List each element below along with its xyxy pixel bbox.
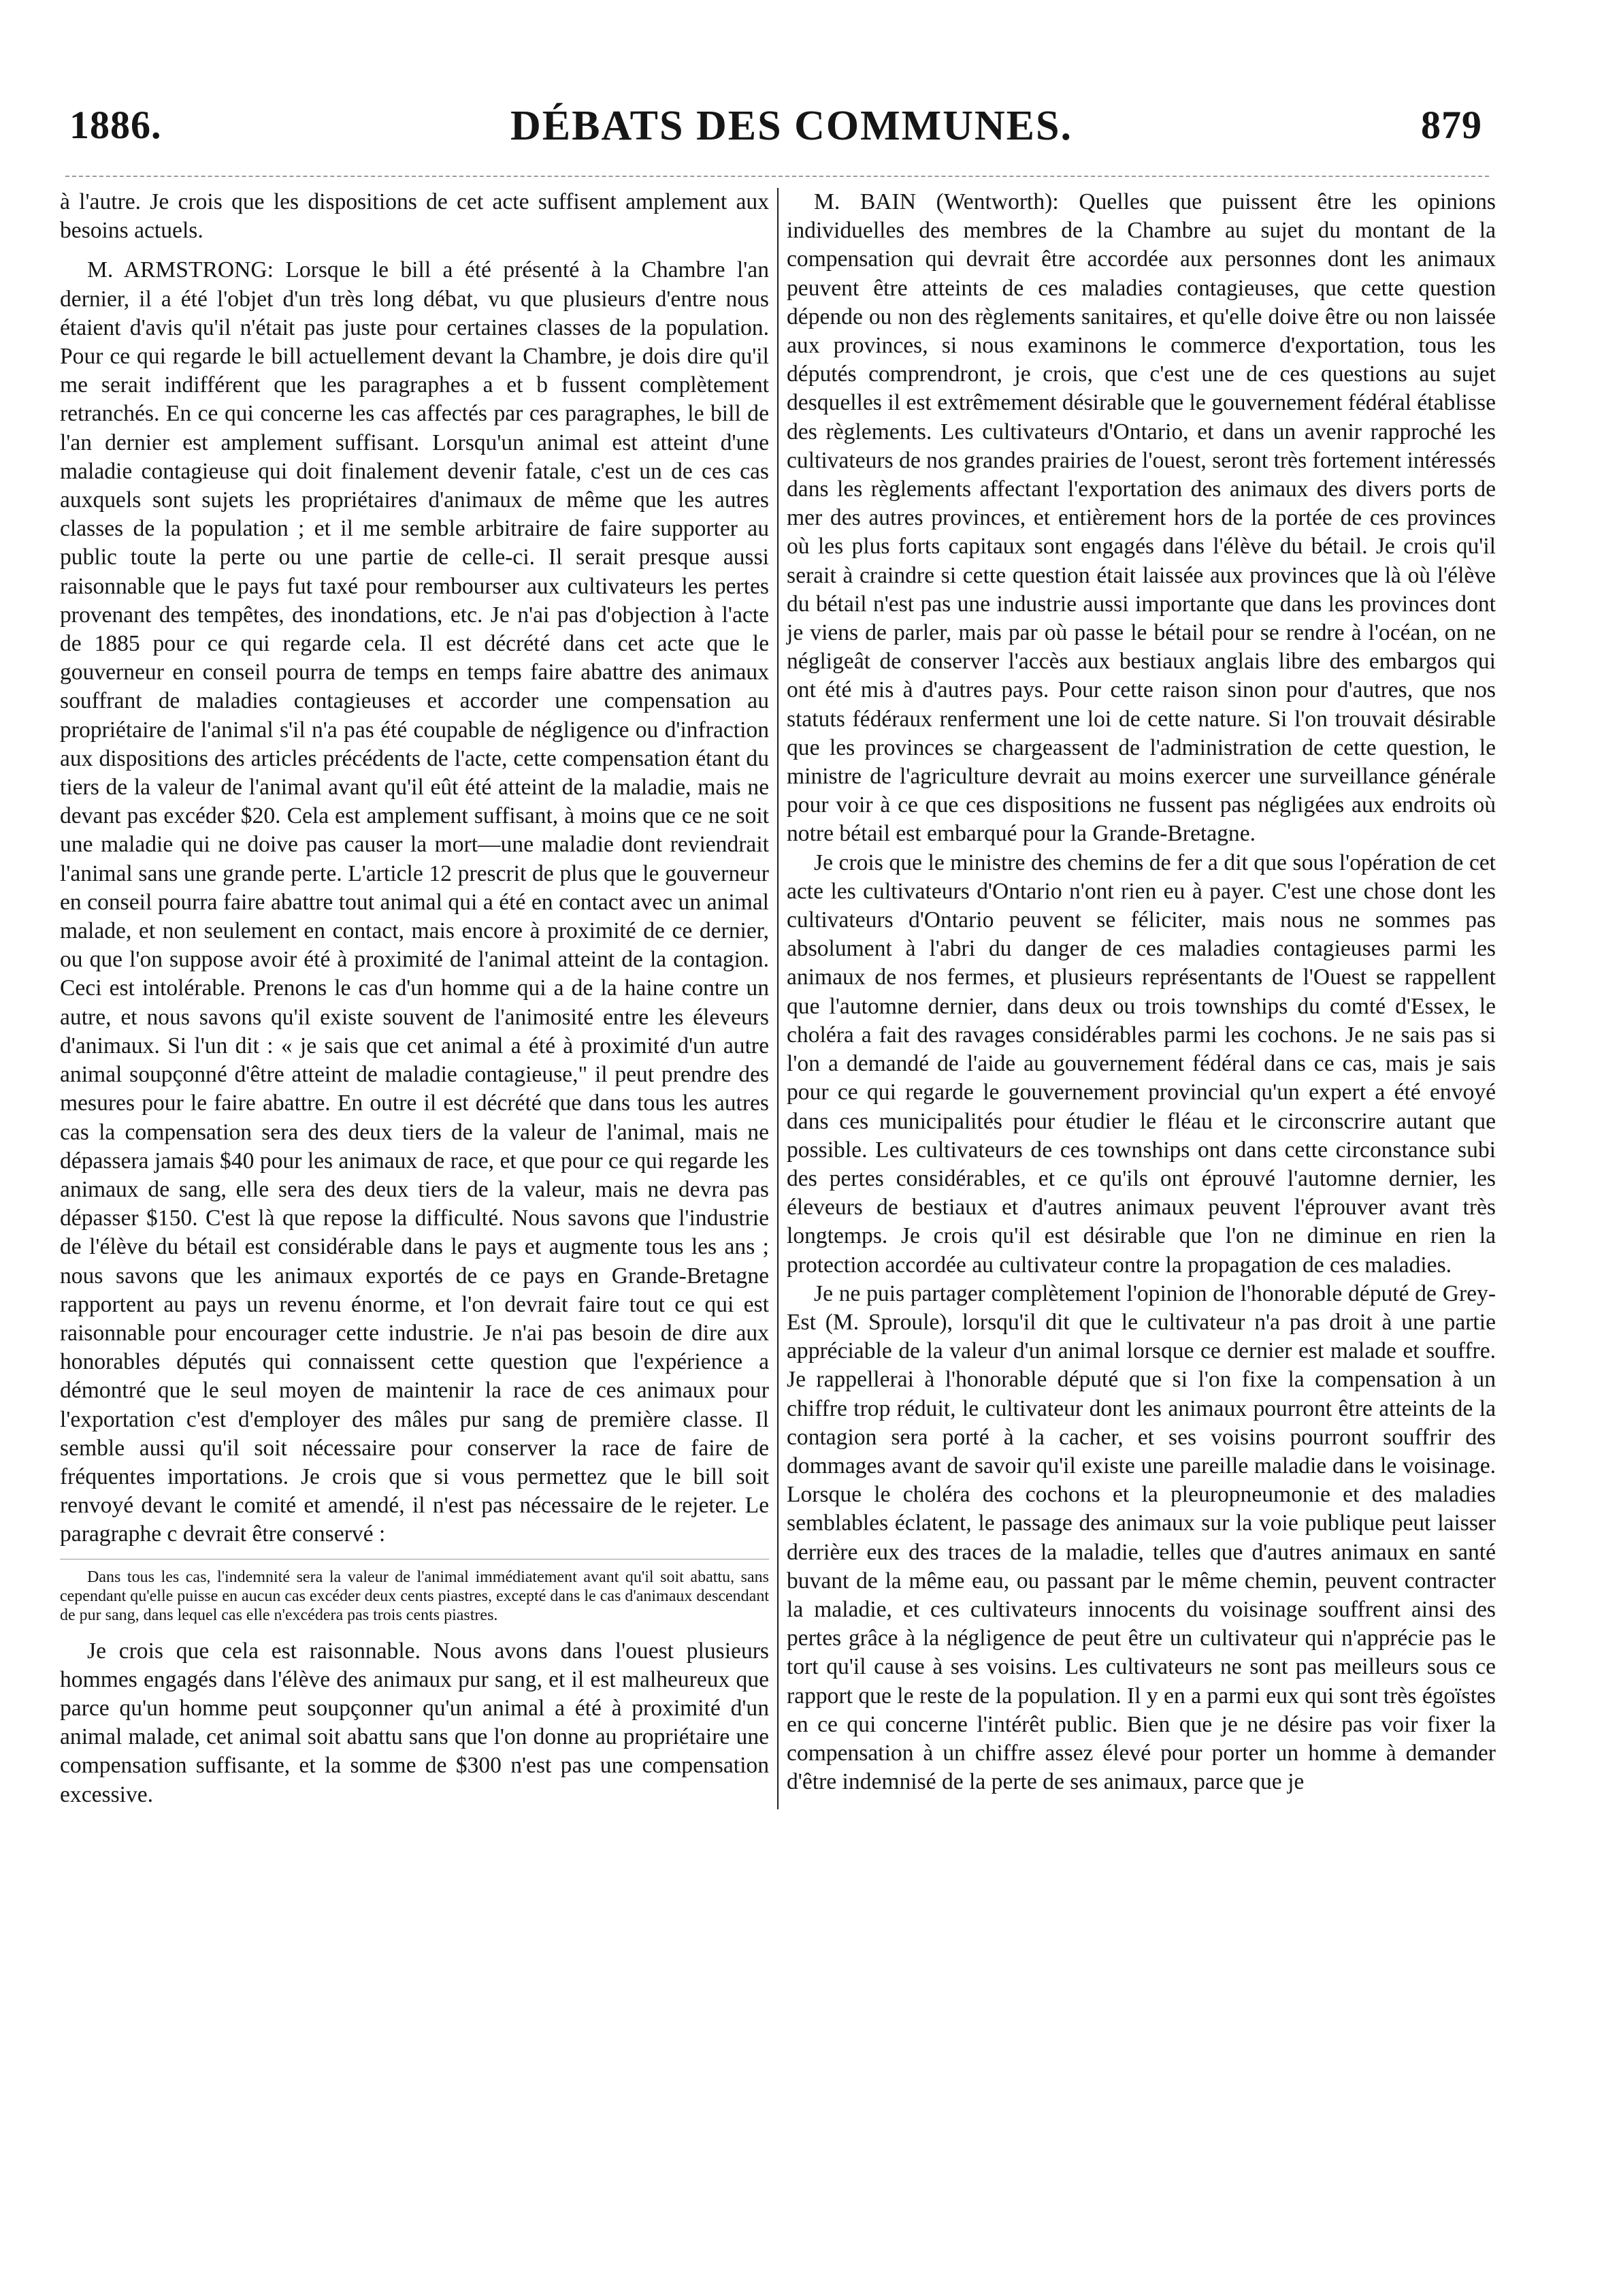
quoted-paragraph-c: Dans tous les cas, l'indemnité sera la valeur de l'animal immédiatement avant qu'il soit abattu, sans cependant qu'elle puisse en aucun cas excéder deux cents piastres, excepté dans le cas d'animaux descendant de pur sang, dans lequel cas elle n'excédera pas trois cents piastres. [60, 1568, 769, 1624]
header-page-number: 879 [1421, 103, 1482, 147]
left-column [60, 188, 769, 1809]
speaker-armstrong: M. ARMSTRONG: [87, 257, 274, 283]
page-header [60, 102, 1523, 177]
right-column [787, 188, 1496, 1809]
right-paragraph-1-text: Quelles que puissent être les opinions individuelles des membres de la Chambre au sujet du montant de la compensation qui devrait être accordée aux personnes dont les animaux peuvent être atteints de ces maladies contagieuses, que cette question dépende ou non des règlements sanitaires, et qu'elle doive être ou non laissée aux provinces, si nous examinons le commerce d'exportation, tous les députés comprendront, je crois, que c'est une de ces questions au sujet desquelles il est extrêmement désirable que le gouvernement fédéral établisse des règlements. Les cultivateurs d'Ontario, et dans un avenir rapproché les cultivateurs de nos grandes prairies de l'ouest, seront très fortement intéressés dans les règlements affectant l'exportation des animaux des divers ports de mer des autres provinces, et entièrement hors de la portée de ces provinces où les plus forts capitaux sont engagés dans l'élève du bétail. Je crois qu'il serait à craindre si cette question était laissée aux provinces que là où l'élève du bétail n'est pas une industrie aussi importante que dans les provinces dont je viens de parler, mais par où passe le bétail pour se rendre à l'océan, on ne négligeât de conserver l'accès aux bestiaux anglais libre des embargos qui ont été mis à d'autres pays. Pour cette raison sinon pour d'autres, que nos statuts fédéraux renferment une loi de cette nature. Si l'on trouvait désirable que les provinces se chargeassent de l'administration de cette question, le ministre de l'agriculture devrait au moins exercer une surveillance générale pour voir à ce que ces dispositions ne fussent pas négligées aux endroits où notre bétail est embarqué pour la Grande-Bretagne. [787, 189, 1496, 847]
left-paragraph-3: Je crois que cela est raisonnable. Nous avons dans l'ouest plusieurs hommes engagés dans l'élève des animaux pur sang, et il est malheureux que parce qu'un homme peut soupçonner qu'un animal a été à proximité d'un animal malade, cet animal soit abattu sans que l'on donne au propriétaire une compensation suffisante, et la somme de $300 n'est pas une compensation excessive. [60, 1638, 769, 1807]
header-title: DÉBATS DES COMMUNES. [510, 103, 1073, 149]
left-paragraph-1: à l'autre. Je crois que les dispositions de cet acte suffisent amplement aux besoins actuels. [60, 189, 769, 244]
speaker-bain: M. BAIN (Wentworth): [814, 189, 1059, 214]
right-paragraph-3: Je ne puis partager complètement l'opinion de l'honorable député de Grey-Est (M. Sproule), lorsqu'il dit que le cultivateur n'a pas droit à une partie appréciable de la valeur d'un animal lorsque ce dernier est malade et souffre. Je rappellerai à l'honorable député que si l'on fixe la compensation à un chiffre trop réduit, le cultivateur dont les animaux pourront être atteints de la contagion sera porté à la cacher, et ses voisins pourront souffrir des dommages avant de savoir qu'il existe une pareille maladie dans le voisinage. Lorsque le choléra des cochons et la pleuropneumonie et des maladies semblables éclatent, le passage des animaux sur la voie publique peut laisser derrière eux des traces de la maladie, telles que d'autres animaux en santé buvant de la même eau, ou passant par le même chemin, peuvent contracter la maladie, et ces cultivateurs innocents du voisinage souffrent ainsi des pertes grâce à la négligence de peut être un cultivateur qui n'apprécie pas le tort qu'il cause à ses voisins. Les cultivateurs ne sont pas meilleurs sous ce rapport que le reste de la population. Il y en a parmi eux qui sont très égoïstes en ce qui concerne l'intérêt public. Bien que je ne désire pas voir fixer la compensation à un chiffre assez élevé pour porter un homme à demander d'être indemnisé de la perte de ses animaux, parce que je [787, 1280, 1496, 1795]
left-paragraph-2-text: Lorsque le bill a été présenté à la Chambre l'an dernier, il a été l'objet d'un très long débat, vu que plusieurs d'entre nous étaient d'avis qu'il n'était pas juste pour certaines classes de la population. Pour ce qui regarde le bill actuellement devant la Chambre, je dois dire qu'il me serait indifférent que les paragraphes a et b fussent complètement retranchés. En ce qui concerne les cas affectés par ces paragraphes, le bill de l'an dernier est amplement suffisant. Lorsqu'un animal est atteint d'une maladie contagieuse qui doit finalement devenir fatale, c'est un de ces cas auxquels sont sujets les propriétaires d'animaux de même que les autres classes de la population ; et il me semble arbitraire de faire supporter au public toute la perte ou une partie de celle-ci. Il serait presque aussi raisonnable que le pays fut taxé pour rembourser aux cultivateurs les pertes provenant des tempêtes, des inondations, etc. Je n'ai pas d'objection à l'acte de 1885 pour ce qui regarde cela. Il est décrété dans cet acte que le gouverneur en conseil pourra de temps en temps faire abattre des animaux souffrant de maladies contagieuses et accorder une compensation au propriétaire de l'animal s'il n'a pas été coupable de négligence ou d'infraction aux dispositions des articles précédents de l'acte, cette compensation étant du tiers de la valeur de l'animal avant qu'il eût été atteint de la maladie, mais ne devant pas excéder $20. Cela est amplement suffisant, à moins que ce ne soit une maladie qui ne doive pas causer la mort—une maladie dont reviendrait l'animal sans une grande perte. L'article 12 prescrit de plus que le gouverneur en conseil pourra faire abattre tout animal qui a été en contact avec un animal malade, et non seulement en contact, mais encore à proximité de ce dernier, ou que l'on suppose avoir été à proximité de l'animal atteint de la contagion. Ceci est intolérable. Prenons le cas d'un homme qui a de la haine contre un autre, et nous savons qu'il existe souvent de l'animosité entre les éleveurs d'animaux. Si l'un dit : « je sais que cet animal a été à proximité d'un autre animal soupçonné d'être atteint de maladie contagieuse," il peut prendre des mesures pour le faire abattre. En outre il est décrété que dans tous les autres cas la compensation sera des deux tiers de la valeur de l'animal, mais ne dépassera jamais $40 pour les animaux de race, et que pour ce qui regarde les animaux de sang, elle sera des deux tiers de la valeur, mais ne devra pas dépasser $150. C'est là que repose la difficulté. Nous savons que l'industrie de l'élève du bétail est considérable dans le pays et augmente tous les ans ; nous savons que les animaux exportés de ce pays en Grande-Bretagne rapportent au pays un revenu énorme, et l'on devrait faire tout ce qui est raisonnable pour encourager cette industrie. Je n'ai pas besoin de dire aux honorables députés qui connaissent cette question que l'expérience a démontré que le seul moyen de maintenir la race de ces animaux pour l'exportation c'est d'employer des mâles pur sang de première classe. Il semble aussi qu'il soit nécessaire pour conserver la race de faire de fréquentes importations. Je crois que si vous permettez que le bill soit renvoyé devant le comité et amendé, il n'est pas nécessaire de le rejeter. Le paragraphe c devrait être conservé : [60, 257, 770, 1547]
header-rule [65, 176, 1489, 177]
left-paragraph-2 [60, 256, 769, 1549]
document-page [60, 102, 1523, 2246]
header-year: 1886. [69, 103, 162, 147]
right-paragraph-1 [787, 188, 1496, 849]
right-paragraph-2: Je crois que le ministre des chemins de fer a dit que sous l'opération de cet acte les cultivateurs d'Ontario n'ont rien eu à payer. C'est une chose dont les cultivateurs d'Ontario peuvent se féliciter, mais nous ne sommes pas absolument à l'abri du danger de ces maladies contagieuses parmi les animaux de nos fermes, et plusieurs représentants de l'Ouest se rappellent que l'automne dernier, dans deux ou trois townships du comté d'Essex, le choléra a fait des ravages considérables parmi les cochons. Je ne sais pas si l'on a demandé de l'aide au gouvernement fédéral dans ce cas, mais je sais pour ce qui regarde le gouvernement provincial qu'un expert a été envoyé dans ces municipalités pour étudier le fléau et le circonscrire autant que possible. Les cultivateurs de ces townships ont dans cette circonstance subi des pertes considérables, et ce qu'ils ont éprouvé l'automne dernier, les éleveurs de bestiaux et d'autres animaux peuvent l'éprouver avant très longtemps. Je crois qu'il est désirable que l'on ne diminue en rien la protection accordée au cultivateur contre la propagation de ces maladies. [787, 850, 1496, 1278]
text-columns [60, 188, 1496, 1809]
column-divider [777, 188, 779, 1809]
